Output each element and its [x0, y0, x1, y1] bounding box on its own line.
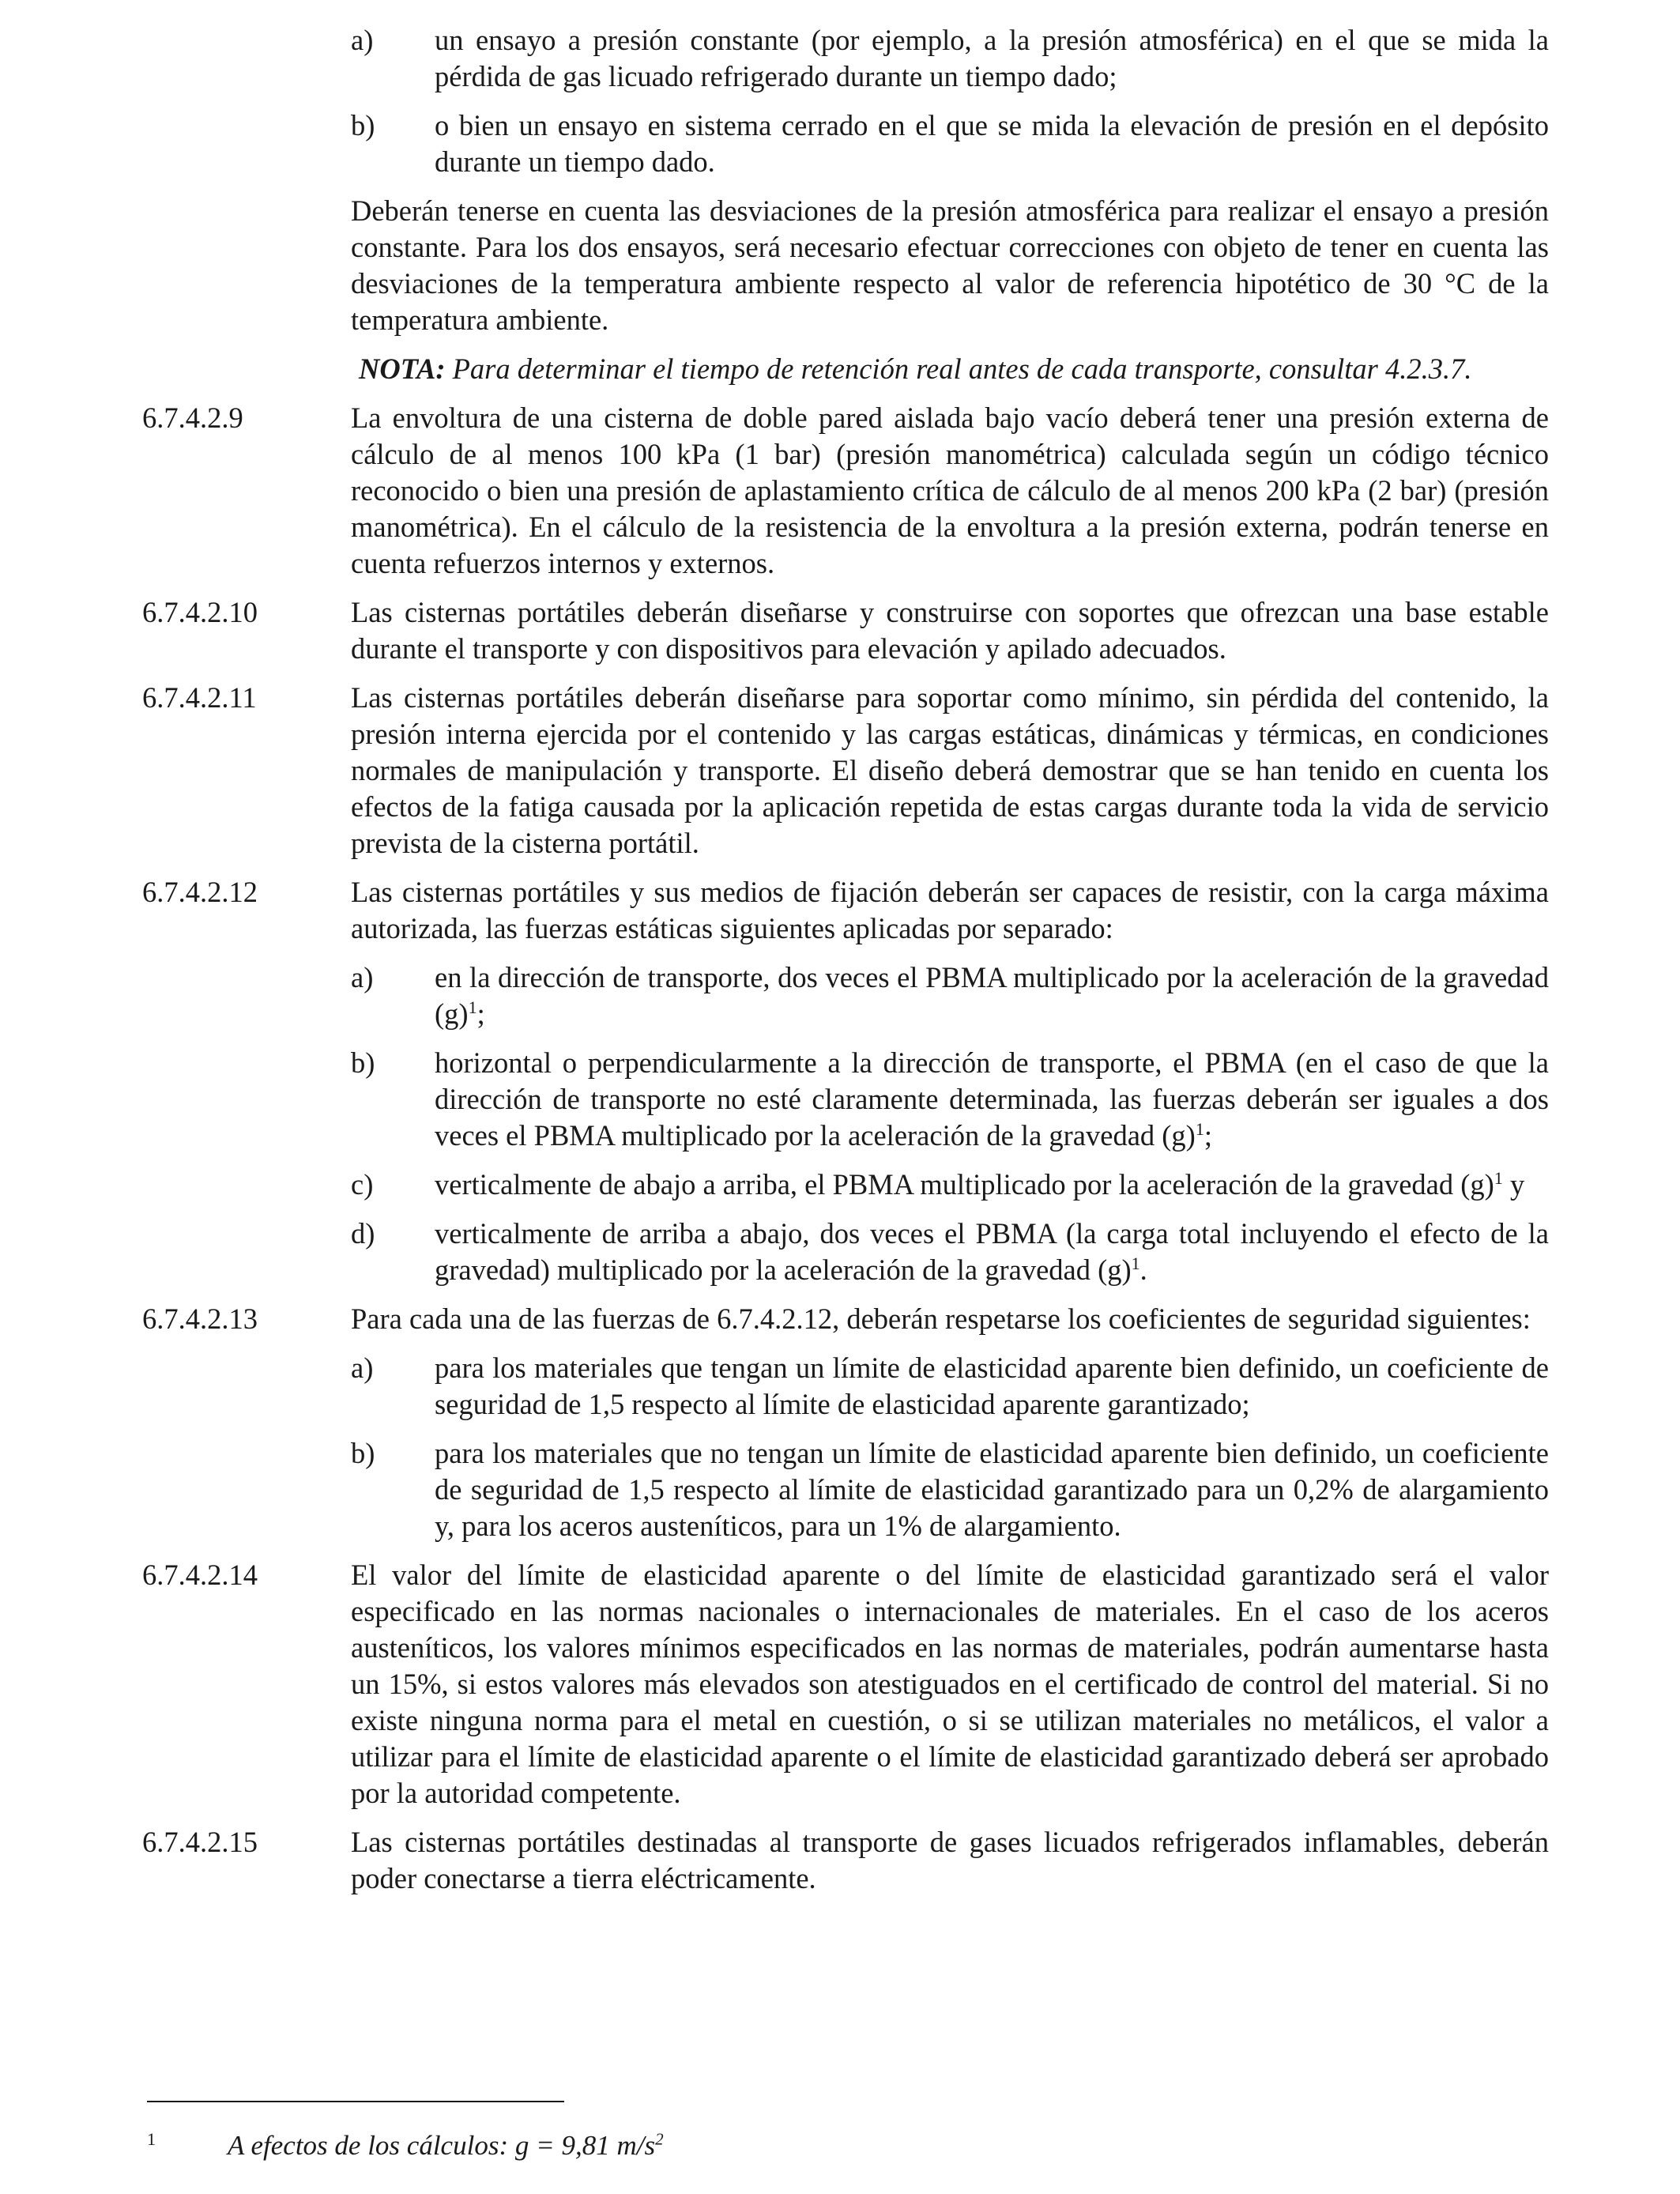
item-label: a)	[351, 24, 374, 56]
section-text: La envoltura de una cisterna de doble pared aislada bajo vacío deberá tener una presión externa de cálculo de al menos 100 kPa (1 bar) (presión manométrica) calculada según un código técnico reconocido o bien una presión de aplastamiento crítica de cálculo de al menos 200 kPa (2 bar) (presión manométrica). En el cálculo de la resistencia de la envoltura a la presión externa, podrán tenerse en cuenta refuerzos internos y externos.	[351, 401, 1549, 579]
section-6-7-4-2-13	[142, 1301, 1549, 1544]
item-tail: ;	[1203, 1119, 1212, 1152]
section-number: 6.7.4.2.15	[142, 1826, 258, 1858]
section-continuation	[142, 22, 1549, 387]
footnote-body: A efectos de los cálculos: g = 9,81 m/s	[228, 2130, 656, 2161]
list-item-b	[351, 1045, 1549, 1154]
section-text: Las cisternas portátiles y sus medios de fijación deberán ser capaces de resistir, con la carga máxima autorizada, las fuerzas estáticas siguientes aplicadas por separado:	[351, 876, 1549, 944]
section-number: 6.7.4.2.10	[142, 596, 258, 628]
document-body	[142, 22, 1549, 1909]
footnote-text	[228, 2128, 664, 2164]
item-tail: y	[1502, 1168, 1525, 1201]
item-label: b)	[351, 109, 375, 141]
list-item-d	[351, 1216, 1549, 1288]
section-6-7-4-2-15	[142, 1824, 1549, 1897]
item-text: verticalmente de abajo a arriba, el PBMA multiplicado por la aceleración de la gravedad (g)	[435, 1168, 1494, 1201]
item-text: para los materiales que tengan un límite de elasticidad aparente bien definido, un coeficiente de seguridad de 1,5 respecto al límite de elasticidad aparente garantizado;	[435, 1351, 1549, 1420]
section-number: 6.7.4.2.11	[142, 681, 257, 714]
section-text: Las cisternas portátiles destinadas al transporte de gases licuados refrigerados inflamables, deberán poder conectarse a tierra eléctricamente.	[351, 1826, 1549, 1894]
item-label: a)	[351, 1351, 374, 1384]
list-item-b	[351, 107, 1549, 180]
footnote-ref: 1	[1131, 1253, 1140, 1273]
section-6-7-4-2-14	[142, 1557, 1549, 1811]
note	[351, 351, 1549, 387]
section-text: Las cisternas portátiles deberán diseñarse y construirse con soportes que ofrezcan una base estable durante el transporte y con dispositivos para elevación y apilado adecuados.	[351, 596, 1549, 665]
item-text: en la dirección de transporte, dos veces el PBMA multiplicado por la aceleración de la gravedad (g)	[435, 961, 1549, 1030]
item-text: un ensayo a presión constante (por ejemplo, a la presión atmosférica) en el que se mida la pérdida de gas licuado refrigerado durante un tiempo dado;	[435, 24, 1549, 92]
section-6-7-4-2-9	[142, 400, 1549, 582]
item-label: b)	[351, 1046, 375, 1079]
list-item-b	[351, 1435, 1549, 1544]
list-item-a	[351, 959, 1549, 1032]
section-number: 6.7.4.2.12	[142, 876, 258, 908]
section-6-7-4-2-11	[142, 680, 1549, 861]
section-text: Las cisternas portátiles deberán diseñarse para soportar como mínimo, sin pérdida del contenido, la presión interna ejercida por el contenido y las cargas estáticas, dinámicas y térmicas, en condiciones normales de manipulación y transporte. El diseño deberá demostrar que se han tenido en cuenta los efectos de la fatiga causada por la aplicación repetida de estas cargas durante toda la vida de servicio prevista de la cisterna portátil.	[351, 681, 1549, 859]
note-label: NOTA:	[359, 352, 446, 385]
section-6-7-4-2-12	[142, 874, 1549, 1288]
item-label: a)	[351, 961, 374, 993]
list-item-a	[351, 22, 1549, 95]
section-text: El valor del límite de elasticidad aparente o del límite de elasticidad garantizado será el valor especificado en las normas nacionales o internacionales de materiales. En el caso de los aceros austeníticos, los valores mínimos especificados en las normas de materiales, podrán aumentarse hasta un 15%, si estos valores más elevados son atestiguados en el certificado de control del material. Si no existe ninguna norma para el metal en cuestión, o si se utilizan materiales no metálicos, el valor a utilizar para el límite de elasticidad aparente o el límite de elasticidad garantizado deberá ser aprobado por la autoridad competente.	[351, 1559, 1549, 1809]
item-text: horizontal o perpendicularmente a la dirección de transporte, el PBMA (en el caso de que la dirección de transporte no esté claramente determinada, las fuerzas deberán ser iguales a dos veces el PBMA multiplicado por la aceleración de la gravedad (g)	[435, 1046, 1549, 1152]
item-label: d)	[351, 1217, 375, 1250]
section-number: 6.7.4.2.9	[142, 401, 243, 434]
footnote-separator	[147, 2101, 564, 2102]
footnote-number: 1	[147, 2129, 156, 2149]
item-text: o bien un ensayo en sistema cerrado en el que se mida la elevación de presión en el depósito durante un tiempo dado.	[435, 109, 1549, 178]
section-number: 6.7.4.2.14	[142, 1559, 258, 1591]
footnote-ref: 1	[468, 997, 477, 1017]
paragraph-pressure-deviations: Deberán tenerse en cuenta las desviaciones de la presión atmosférica para realizar el ensayo a presión constante. Para los dos ensayos, será necesario efectuar correcciones con objeto de tener en cuenta las desviaciones de la temperatura ambiente respecto al valor de referencia hipotético de 30 °C de la temperatura ambiente.	[351, 194, 1549, 336]
item-tail: ;	[477, 997, 485, 1030]
item-text: verticalmente de arriba a abajo, dos veces el PBMA (la carga total incluyendo el efecto de la gravedad) multiplicado por la aceleración de la gravedad (g)	[435, 1217, 1549, 1286]
item-text: para los materiales que no tengan un límite de elasticidad aparente bien definido, un coeficiente de seguridad de 1,5 respecto al límite de elasticidad garantizado para un 0,2% de alargamiento y, para los aceros austeníticos, para un 1% de alargamiento.	[435, 1437, 1549, 1542]
footnote-exponent: 2	[655, 2129, 664, 2149]
section-number: 6.7.4.2.13	[142, 1302, 258, 1335]
item-label: c)	[351, 1168, 374, 1201]
section-text: Para cada una de las fuerzas de 6.7.4.2.12, deberán respetarse los coeficientes de seguridad siguientes:	[351, 1302, 1531, 1335]
list-item-c	[351, 1167, 1549, 1203]
list-item-a	[351, 1350, 1549, 1423]
item-label: b)	[351, 1437, 375, 1469]
note-text: Para determinar el tiempo de retención real antes de cada transporte, consultar 4.2.3.7.	[452, 352, 1472, 385]
footnote-ref: 1	[1494, 1167, 1503, 1188]
section-6-7-4-2-10	[142, 594, 1549, 667]
footnote-ref: 1	[1195, 1118, 1204, 1139]
item-tail: .	[1139, 1253, 1147, 1286]
